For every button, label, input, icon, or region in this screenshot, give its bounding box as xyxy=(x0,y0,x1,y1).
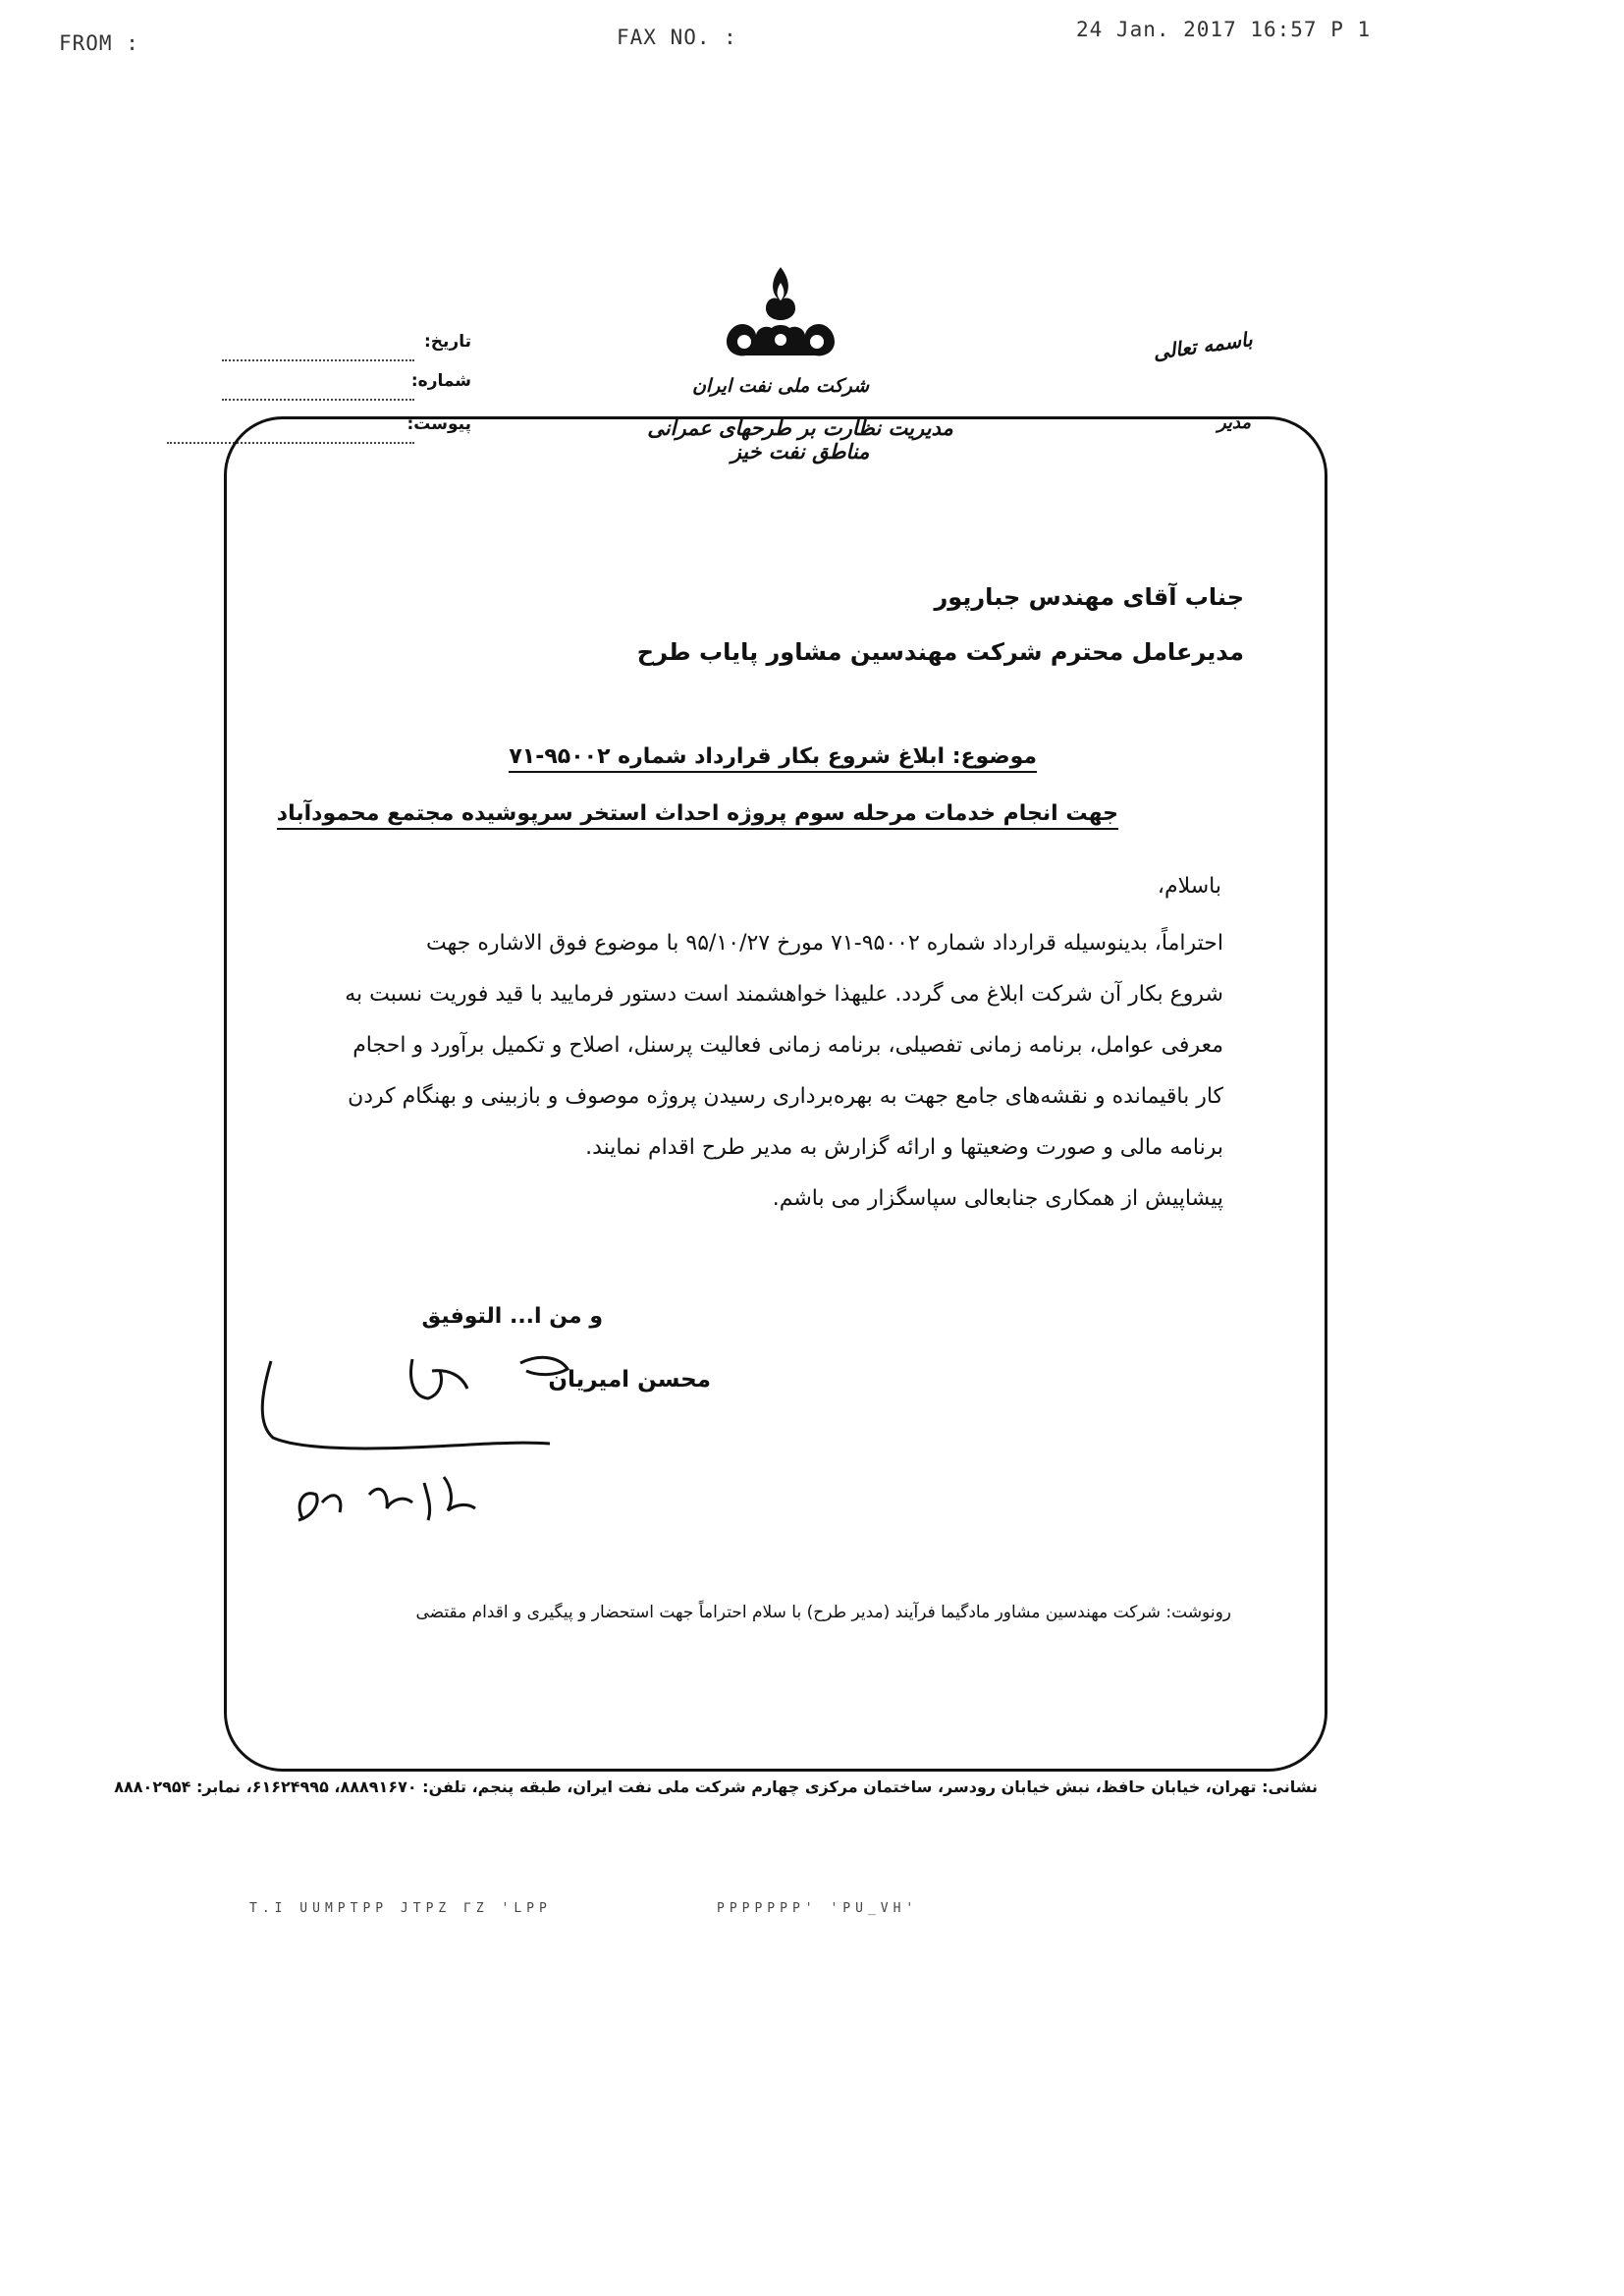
closing-phrase: و من ا... التوفیق xyxy=(421,1304,603,1329)
fax-trailer-smudged: PPPPPPP' 'PU_VH' xyxy=(717,1901,919,1916)
body-line: احتراماً، بدینوسیله قرارداد شماره ۹۵۰۰۲-۷۱ مورخ ۹۵/۱۰/۲۷ با موضوع فوق الاشاره جهت xyxy=(426,931,1223,956)
greeting: باسلام، xyxy=(1157,874,1221,899)
body-line: معرفی عوامل، برنامه زمانی تفصیلی، برنامه زمانی فعالیت پرسنل، اصلاح و تکمیل برآورد و احجام xyxy=(352,1033,1223,1058)
cc-line: رونوشت: شرکت مهندسین مشاور مادگیما فرآیند (مدیر طرح) با سلام احتراماً جهت استحضار و پیگیری و اقدام مقتضی xyxy=(415,1603,1231,1622)
body-line: برنامه مالی و صورت وضعیتها و ارائه گزارش به مدیر طرح اقدام نمایند. xyxy=(585,1135,1223,1160)
company-department: مدیریت نظارت بر طرحهای عمرانی مناطق نفت خیز xyxy=(647,416,953,464)
fax-number-label: FAX NO. : xyxy=(617,26,737,49)
handwritten-signature xyxy=(196,1336,687,1581)
subject-line: موضوع: ابلاغ شروع بکار قرارداد شماره ۹۵۰۰۲-۷۱ xyxy=(509,744,1037,773)
body-line: شروع بکار آن شرکت ابلاغ می گردد. علیهذا خواهشمند است دستور فرمایید با قید فوریت نسبت به xyxy=(345,982,1223,1007)
number-row xyxy=(147,371,471,405)
fax-from-label: FROM : xyxy=(59,31,139,55)
addressee-title: مدیرعامل محترم شرکت مهندسین مشاور پایاب طرح xyxy=(636,638,1244,666)
date-label: تاریخ: xyxy=(424,332,471,352)
date-row xyxy=(147,332,471,365)
body-line: پیشاپیش از همکاری جنابعالی سپاسگزار می باشم. xyxy=(772,1186,1223,1211)
nioc-logo-icon xyxy=(715,263,846,371)
number-label: شماره: xyxy=(410,371,471,391)
body-line: کار باقیمانده و نقشه‌های جامع جهت به بهره‌برداری رسیدن پروژه موصوف و بازبینی و بهنگام کردن xyxy=(348,1084,1223,1109)
addressee-name: جناب آقای مهندس جبارپور xyxy=(934,583,1244,611)
basmala: باسمه تعالی xyxy=(1152,327,1255,364)
company-name: شرکت ملی نفت ایران xyxy=(691,375,870,397)
date-dotted-line xyxy=(222,359,414,361)
fax-trailer-smudged: T.I UUMPTPP JTPZ ΓZ 'LPP xyxy=(249,1901,552,1916)
modir-label: مدیر xyxy=(1217,412,1251,433)
attachment-label: پیوست: xyxy=(406,414,471,434)
footer-address: نشانی: تهران، خیابان حافظ، نبش خیابان رودسر، ساختمان مرکزی چهارم شرکت ملی نفت ایران، طبقه پنجم، تلفن: ۸۸۸۹۱۶۷۰، ۶۱۶۲۴۹۹۵، نمابر: ۸۸۸۰۲۹۵۴ xyxy=(114,1777,1318,1796)
signer-name: محسن امیریان xyxy=(548,1367,711,1393)
subject-line-continued: جهت انجام خدمات مرحله سوم پروژه احداث استخر سرپوشیده مجتمع محمودآباد xyxy=(277,801,1118,830)
number-dotted-line xyxy=(222,399,414,401)
fax-datetime-page: 24 Jan. 2017 16:57 P 1 xyxy=(1076,18,1372,41)
